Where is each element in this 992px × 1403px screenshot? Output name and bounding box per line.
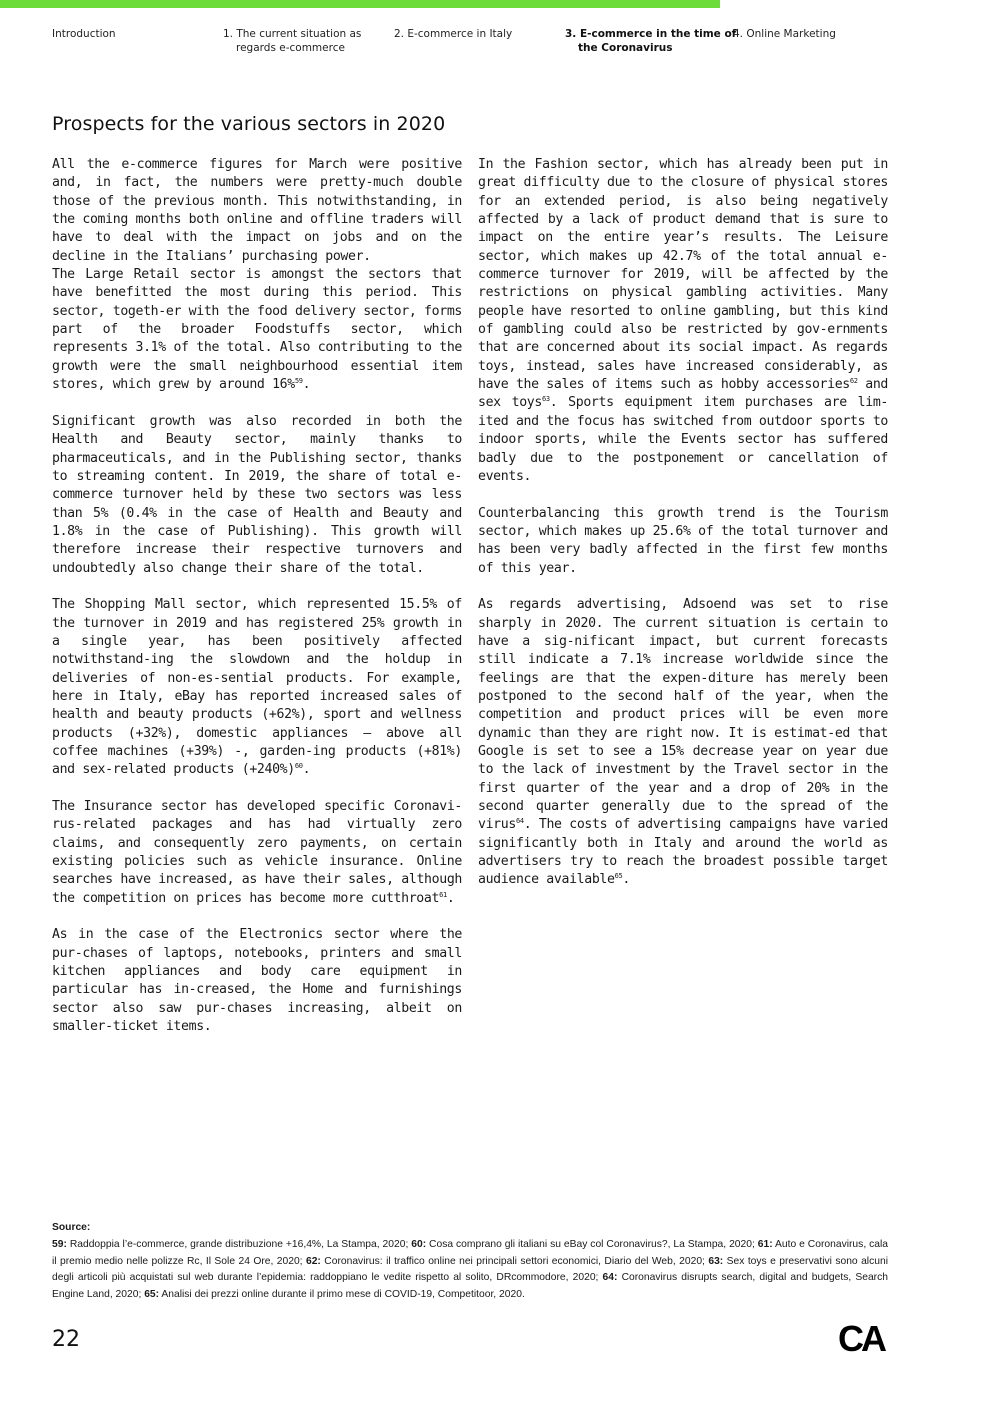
source-number: 64: [602,1272,618,1284]
page-number: 22 [52,1327,80,1352]
paragraph: Significant growth was also recorded in both the Health and Beauty sector, mainly thanks to pharmaceuticals, and in the Publishing sector, thanks to streaming content. In 2019, the share of total e-commerce turnover held by these two sectors was less than 5% (0.4% in the case of Health and Beauty and 1.8% in the case of Publishing). This growth will therefore increase their respective turnovers and undoubtedly also change their share of the total. [52,413,462,576]
source-number: 61: [757,1238,773,1250]
sources-footnotes [52,1220,888,1304]
source-text: Coronavirus: il traffico online nei principali settori economici, Diario del Web, 2020; [320,1255,709,1267]
nav-online-marketing[interactable]: 4. Online Marketing [733,28,836,40]
paragraph: As in the case of the Electronics sector where the pur-chases of laptops, notebooks, printers and small kitchen appliances and body care equipment in particular has in-creased, the Home and furnishings sector also saw pur-chases increasing, albeit on smaller-ticket items. [52,927,462,1035]
period: . [622,872,630,888]
paragraph-text: The Insurance sector has developed specific Coronavi-rus-related packages and has had virtually zero claims, and consequently zero payments, on certain existing policies such as vehicle insurance. Online searches have increased, as have their sales, although the competition on prices has become more cutthroat [52,799,462,906]
footnote-ref: 60 [294,762,303,771]
paragraph [52,596,462,779]
left-text-column [52,156,462,1037]
source-text: Coronavirus disrupts search, digital and budgets, Search Engine Land, 2020; [52,1272,888,1301]
paragraph-text: In the Fashion sector, which has already been put in great difficulty due to the closure of physical stores for an extended period, is also being negatively affected by a lack of product demand that is sure to impact on the entire year’s results. The Leisure sector, which makes up 42.7% of the total annual e-commerce turnover for 2019, will be affected by the restrictions on physical gambling activities. Many people have resorted to online gambling, but this kind of gambling could also be restricted by gov-ernments that are concerned about its social impact. As regards toys, instead, sales have increased considerably, as have the sales of items such as hobby accessories [478,157,888,393]
paragraph-text: . The costs of advertising campaigns have varied significantly both in Italy and around the world as advertisers try to reach the broadest possible target audience available [478,817,888,888]
paragraph [52,266,462,394]
source-number: 65: [144,1289,160,1301]
footnote-ref: 63 [541,395,550,404]
paragraph-text: The Shopping Mall sector, which represented 15.5% of the turnover in 2019 and has registered 25% growth in a single year, has been positively affected notwithstand-ing the slowdown and the holdup in deliveries of non-es-sential products. For example, here in Italy, eBay has reported increased sales of health and beauty products (+62%), sport and wellness products (+32%), domestic appliances – above all coffee machines (+39%) -, garden-ing products (+81%) and sex-related products (+240%) [52,597,462,778]
paragraph: Counterbalancing this growth trend is the Tourism sector, which makes up 25.6% of the total turnover and has been very badly affected in the first few months of this year. [478,505,888,576]
footnote-ref: 64 [515,817,524,826]
page-title: Prospects for the various sectors in 2020 [52,113,446,135]
source-text: Cosa comprano gli italiani su eBay col Coronavirus?, La Stampa, 2020; [426,1238,758,1250]
nav-current-situation[interactable]: 1. The current situation as regards e-commerce [223,28,362,54]
source-text: Raddoppia l’e-commerce, grande distribuzione +16,4%, La Stampa, 2020; [66,1238,412,1250]
paragraph-text: . Sports equipment item purchases are lim-ited and the focus has switched from outdoor sports to indoor sports, while the Events sector has suffered badly due to the postponement or cancellation of events. [478,395,889,484]
period: . [302,377,311,393]
period: . [446,890,455,906]
footnote-ref: 65 [614,872,623,881]
paragraph-text: The Large Retail sector is amongst the sectors that have benefitted the most during this period. This sector, togeth-er with the food delivery sector, forms part of the broader Foodstuffs sector, which represents 3.1% of the total. Also contributing to the growth were the small neighbourhood essential item stores, which grew by around 16% [52,267,462,393]
paragraph: All the e-commerce figures for March were positive and, in fact, the numbers were pretty-much double those of the previous month. This notwithstanding, in the coming months both online and offline traders will have to deal with the impact on jobs and on the decline in the Italians’ purchasing power. [52,157,462,264]
sources-heading: Source: [52,1222,91,1233]
paragraph-text: and sex toys [478,377,889,411]
source-text: Sex toys e preservativi sono alcuni degli articoli più acquistati sul web durante l’epidemia: raddoppiano le vedite rispetto al solito, DRcommodore, 2020; [52,1255,888,1284]
source-number: 59: [52,1238,67,1250]
right-text-column [478,156,888,890]
footnote-ref: 61 [439,890,447,899]
nav-ecommerce-coronavirus[interactable]: 3. E-commerce in the time of the Coronavirus [565,28,737,54]
section-navigation [0,27,992,57]
paragraph [478,156,888,486]
source-number: 60: [411,1238,427,1250]
period: . [302,762,311,778]
ca-logo: CA [838,1318,884,1359]
paragraph [478,596,888,890]
source-text: Auto e Coronavirus, cala il premio medio nelle polizze Rc, Il Sole 24 Ore, 2020; [52,1238,888,1267]
footnote-ref: 62 [849,377,858,386]
source-number: 62: [305,1255,321,1267]
source-text: Analisi dei prezzi online durante il primo mese di COVID-19, Competitoor, 2020. [159,1289,525,1301]
nav-introduction[interactable]: Introduction [52,28,116,40]
reading-progress-bar [0,0,720,8]
nav-ecommerce-italy[interactable]: 2. E-commerce in Italy [394,28,513,40]
footnote-ref: 59 [294,377,303,386]
paragraph-text: As regards advertising, Adsoend was set to rise sharply in 2020. The current situation is certain to have a sig-nificant impact, but current forecasts still indicate a 7.1% increase worldwide since the feelings are that the expen-diture has merely been postponed to the second half of the year, when the competition and product prices will be even more dynamic than they are right now. It is estimat-ed that Google is set to see a 15% decrease year on year due to the lack of investment by the Travel sector in the first quarter of the year and a drop of 20% in the second quarter generally due to the spread of the virus [478,597,888,833]
paragraph [52,798,462,908]
source-number: 63: [708,1255,724,1267]
